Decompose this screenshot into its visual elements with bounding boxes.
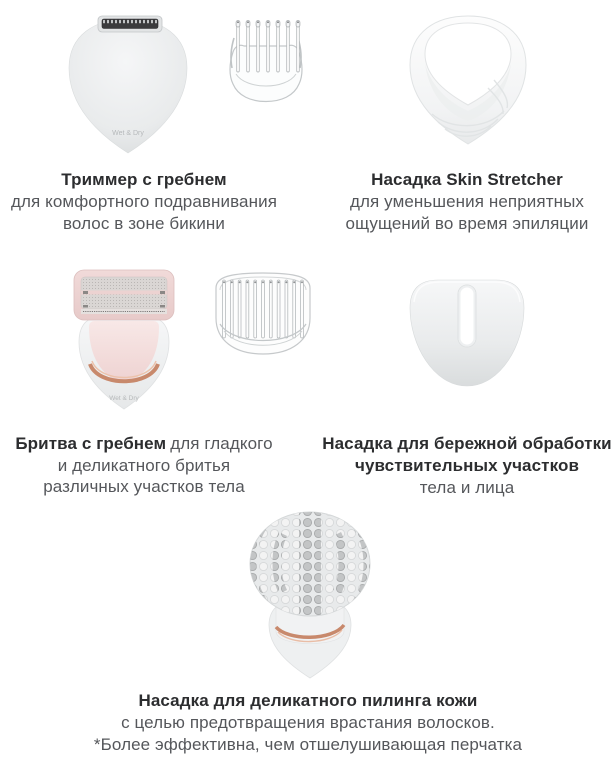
- peeling-brush-desc-line1: с целью предотвращения врастания волосков.: [121, 713, 495, 732]
- shaving-comb-image: [204, 268, 322, 362]
- sensitive-cap-desc-line1: тела и лица: [419, 478, 515, 497]
- sensitive-cap-title-line1: Насадка для бережной обработки: [322, 434, 612, 453]
- shaver-title-tail: для гладкого: [170, 434, 273, 453]
- shaver-desc-line1: и деликатного бритья: [57, 455, 231, 475]
- peeling-brush-title: Насадка для деликатного пилинга кожи: [138, 691, 478, 710]
- skin-stretcher-desc-line2: ощущений во время эпиляции: [345, 213, 589, 233]
- peeling-brush-caption: [58, 690, 558, 755]
- skin-stretcher-desc-line1: для уменьшения неприятных: [350, 192, 584, 211]
- shaver-head-image: [64, 266, 184, 412]
- trimmer-head-image: [58, 10, 198, 156]
- wet-dry-label: Wet & Dry: [109, 395, 139, 402]
- wet-dry-label: Wet & Dry: [112, 130, 144, 137]
- bikini-comb-image: [224, 16, 308, 104]
- trimmer-caption: [0, 169, 288, 234]
- peeling-brush-image: [236, 506, 384, 682]
- sensitive-cap-caption: [322, 433, 612, 499]
- sensitive-cap-title-line2: чувствительных участков: [354, 456, 579, 475]
- sensitive-area-cap-image: [400, 272, 534, 394]
- skin-stretcher-title: Насадка Skin Stretcher: [371, 170, 563, 189]
- trimmer-desc-line2: волос в зоне бикини: [62, 213, 226, 233]
- skin-stretcher-image: [398, 8, 538, 150]
- skin-stretcher-caption: [322, 169, 612, 234]
- shaver-caption: [0, 433, 288, 498]
- shaver-desc-line2: различных участков тела: [43, 477, 245, 496]
- shaver-title: Бритва с гребнем: [15, 434, 167, 453]
- trimmer-desc-line1: для комфортного подравнивания: [10, 192, 277, 211]
- peeling-brush-desc-line2: *Более эффективна, чем отшелушивающая перчатка: [93, 734, 523, 754]
- trimmer-title: Триммер с гребнем: [61, 170, 227, 189]
